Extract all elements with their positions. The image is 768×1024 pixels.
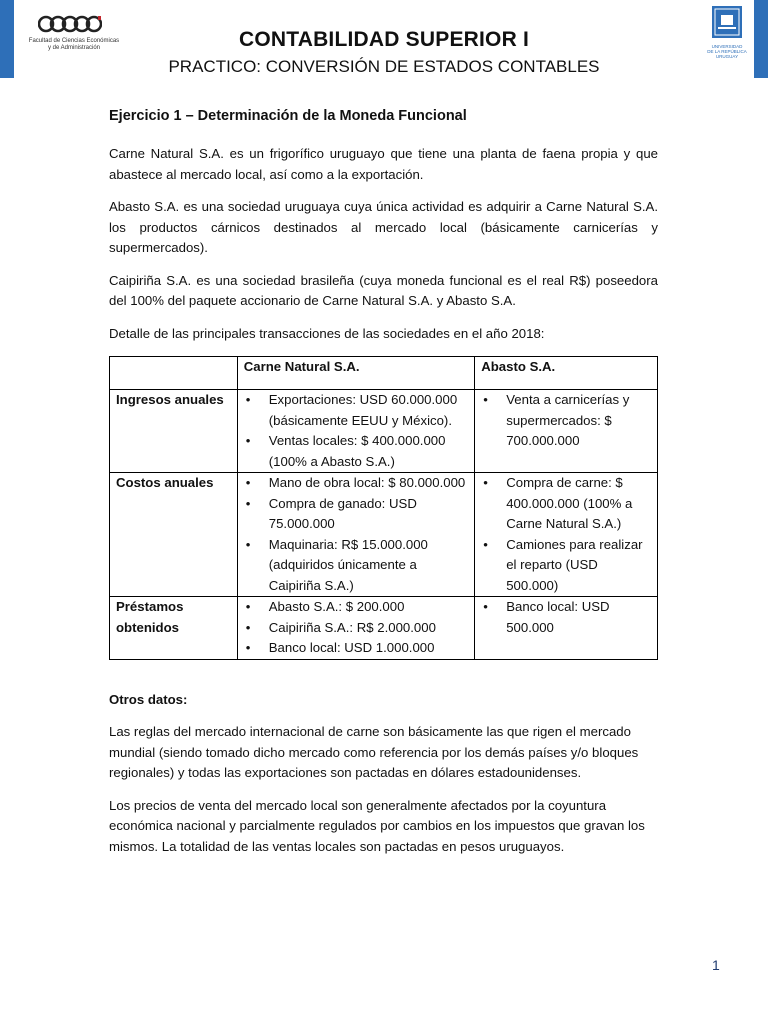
table-row-ingresos [110,390,658,473]
list-item: • Venta a carnicerías y supermercados: $ 700.000.000 [475,390,657,452]
list-item: • Abasto S.A.: $ 200.000 [238,597,474,618]
row-label: Ingresos anuales [110,390,238,473]
list-item: • Caipiriña S.A.: R$ 2.000.000 [238,618,474,639]
table-cell [475,390,658,473]
table-header-row [110,357,658,390]
paragraph-abasto: Abasto S.A. es una sociedad uruguaya cuya única actividad es adquirir a Carne Natural S.A. los productos cárnicos destinados al mercado local (básicamente carnicerías y supermercados). [109,199,658,255]
list-item: • Banco local: USD 1.000.000 [238,638,474,659]
list-item: • Banco local: USD 500.000 [475,597,657,638]
table-cell [237,473,474,597]
faculty-caption: Facultad de Ciencias Económicas y de Administración [28,38,120,51]
paragraph-detalle: Detalle de las principales transacciones de las sociedades en el año 2018: [109,325,545,341]
list-item: • Mano de obra local: $ 80.000.000 [238,473,474,494]
list-item: • Ventas locales: $ 400.000.000 (100% a Abasto S.A.) [238,431,474,472]
document-body [109,106,658,869]
table-cell [237,390,474,473]
table-row-prestamos [110,597,658,660]
otros-datos-heading: Otros datos: [109,691,188,707]
row-label: Costos anuales [110,473,238,597]
table-row-costos [110,473,658,597]
paragraph-carne-natural: Carne Natural S.A. es un frigorífico uruguayo que tiene una planta de faena propia y que abastece al mercado local, así como a la exportación. [109,146,658,182]
paragraph-caipirinha: Caipiriña S.A. es una sociedad brasileña (cuya moneda funcional es el real R$) poseedora del 100% del paquete accionario de Carne Natural S.A. y Abasto S.A. [109,272,658,308]
row-label: Préstamos obtenidos [110,597,238,660]
paragraph-reglas: Las reglas del mercado internacional de carne son básicamente las que rigen el mercado mundial (siendo tomado dicho mercado como referencia por los demás países y/o bloques regionales) y todas las exportaciones son pactadas en dólares estadounidenses. [109,724,639,780]
table-header-empty [110,357,238,390]
table-cell [237,597,474,660]
table-cell [475,473,658,597]
list-item: • Exportaciones: USD 60.000.000 (básicamente EEUU y México). [238,390,474,431]
page-number: 1 [712,957,720,973]
table-header-abasto: Abasto S.A. [475,357,658,390]
list-item: • Compra de carne: $ 400.000.000 (100% a Carne Natural S.A.) [475,473,657,535]
table-cell [475,597,658,660]
list-item: • Camiones para realizar el reparto (USD 500.000) [475,535,657,597]
list-item: • Maquinaria: R$ 15.000.000 (adquiridos únicamente a Caipiriña S.A.) [238,535,474,597]
document-title: CONTABILIDAD SUPERIOR I [238,28,530,51]
university-caption: UNIVERSIDAD DE LA REPÚBLICA URUGUAY [707,44,747,59]
document-subtitle: PRACTICO: CONVERSIÓN DE ESTADOS CONTABLES [168,57,600,76]
table-header-carne-natural: Carne Natural S.A. [237,357,474,390]
paragraph-precios: Los precios de venta del mercado local son generalmente afectados por la coyuntura económica nacional y parcialmente regulados por cambios en los impuestos que gravan los mismos. La totalidad de las ventas locales son pactadas en pesos uruguayos. [109,797,645,854]
exercise-title: Ejercicio 1 – Determinación de la Moneda Funcional [109,108,467,124]
list-item: • Compra de ganado: USD 75.000.000 [238,494,474,535]
transactions-table [109,356,658,660]
